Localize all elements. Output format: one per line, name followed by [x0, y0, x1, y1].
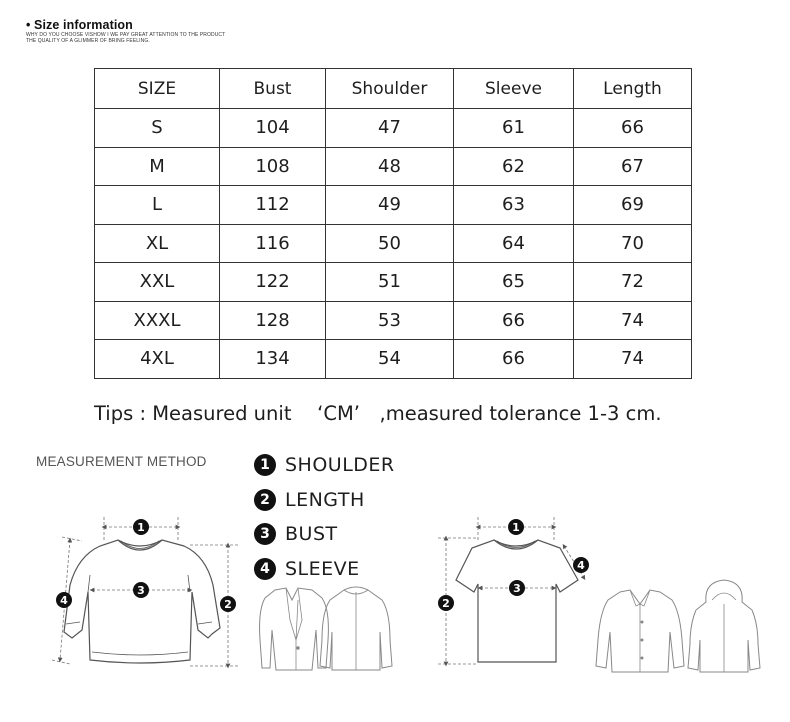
diagram-badges-tshirt	[438, 519, 589, 611]
table-cell: S	[95, 109, 220, 148]
table-cell: 108	[220, 147, 326, 186]
table-cell: 74	[574, 301, 692, 340]
table-cell: 49	[326, 186, 454, 225]
sweater-diagram-icon	[64, 540, 220, 663]
badge-bust: 3	[137, 584, 145, 597]
column-header-bust: Bust	[220, 69, 326, 109]
table-cell: L	[95, 186, 220, 225]
number-badge-icon: 4	[254, 558, 276, 580]
badge-sleeve: 4	[60, 594, 68, 607]
table-cell: 72	[574, 263, 692, 302]
table-cell: 65	[454, 263, 574, 302]
table-cell: 47	[326, 109, 454, 148]
table-cell: 48	[326, 147, 454, 186]
table-cell: 64	[454, 224, 574, 263]
number-badge-icon: 2	[254, 489, 276, 511]
table-cell: 69	[574, 186, 692, 225]
table-cell: XXXL	[95, 301, 220, 340]
table-cell: 67	[574, 147, 692, 186]
legend-label: BUST	[285, 523, 338, 546]
shirt-sketch-icon	[596, 590, 684, 672]
table-cell: 104	[220, 109, 326, 148]
legend-label: SHOULDER	[285, 454, 395, 477]
table-cell: 61	[454, 109, 574, 148]
table-cell: 66	[454, 340, 574, 379]
legend-label: SLEEVE	[285, 557, 360, 580]
badge-length: 2	[224, 598, 232, 611]
table-cell: XL	[95, 224, 220, 263]
measurement-method-label: MEASUREMENT METHOD	[36, 454, 207, 469]
badge-bust: 3	[513, 582, 521, 595]
badge-length: 2	[442, 597, 450, 610]
column-header-length: Length	[574, 69, 692, 109]
column-header-size: SIZE	[95, 69, 220, 109]
blazer-sketch-icon	[260, 588, 329, 670]
table-cell: 74	[574, 340, 692, 379]
badge-shoulder: 1	[512, 521, 520, 534]
size-info-title: • Size information	[26, 18, 133, 32]
table-cell: 51	[326, 263, 454, 302]
table-cell: M	[95, 147, 220, 186]
table-cell: 62	[454, 147, 574, 186]
table-cell: 134	[220, 340, 326, 379]
table-cell: XXL	[95, 263, 220, 302]
table-cell: 53	[326, 301, 454, 340]
number-badge-icon: 1	[254, 454, 276, 476]
table-cell: 66	[574, 109, 692, 148]
table-cell: 122	[220, 263, 326, 302]
badge-shoulder: 1	[137, 521, 145, 534]
number-badge-icon: 3	[254, 523, 276, 545]
subtitle-line-1: WHY DO YOU CHOOSE VISHOW I WE PAY GREAT ATTENTION TO THE PRODUCT	[26, 32, 226, 38]
subtitle-line-2: THE QUALITY OF A GLIMMER OF BRING FEELING.	[26, 38, 150, 44]
table-cell: 116	[220, 224, 326, 263]
column-header-shoulder: Shoulder	[326, 69, 454, 109]
measurement-tips: Tips : Measured unit ‘CM’ ,measured tolerance 1-3 cm.	[94, 402, 662, 425]
zip-jacket-sketch-icon	[320, 587, 392, 670]
table-cell: 4XL	[95, 340, 220, 379]
legend-label: LENGTH	[285, 488, 365, 511]
table-cell: 50	[326, 224, 454, 263]
tshirt-diagram-icon	[456, 540, 578, 662]
column-header-sleeve: Sleeve	[454, 69, 574, 109]
table-cell: 63	[454, 186, 574, 225]
table-cell: 70	[574, 224, 692, 263]
diagram-badges-sweater	[56, 519, 236, 612]
badge-sleeve: 4	[577, 559, 585, 572]
table-cell: 66	[454, 301, 574, 340]
hoodie-sketch-icon	[688, 580, 760, 672]
table-cell: 54	[326, 340, 454, 379]
table-cell: 128	[220, 301, 326, 340]
table-cell: 112	[220, 186, 326, 225]
